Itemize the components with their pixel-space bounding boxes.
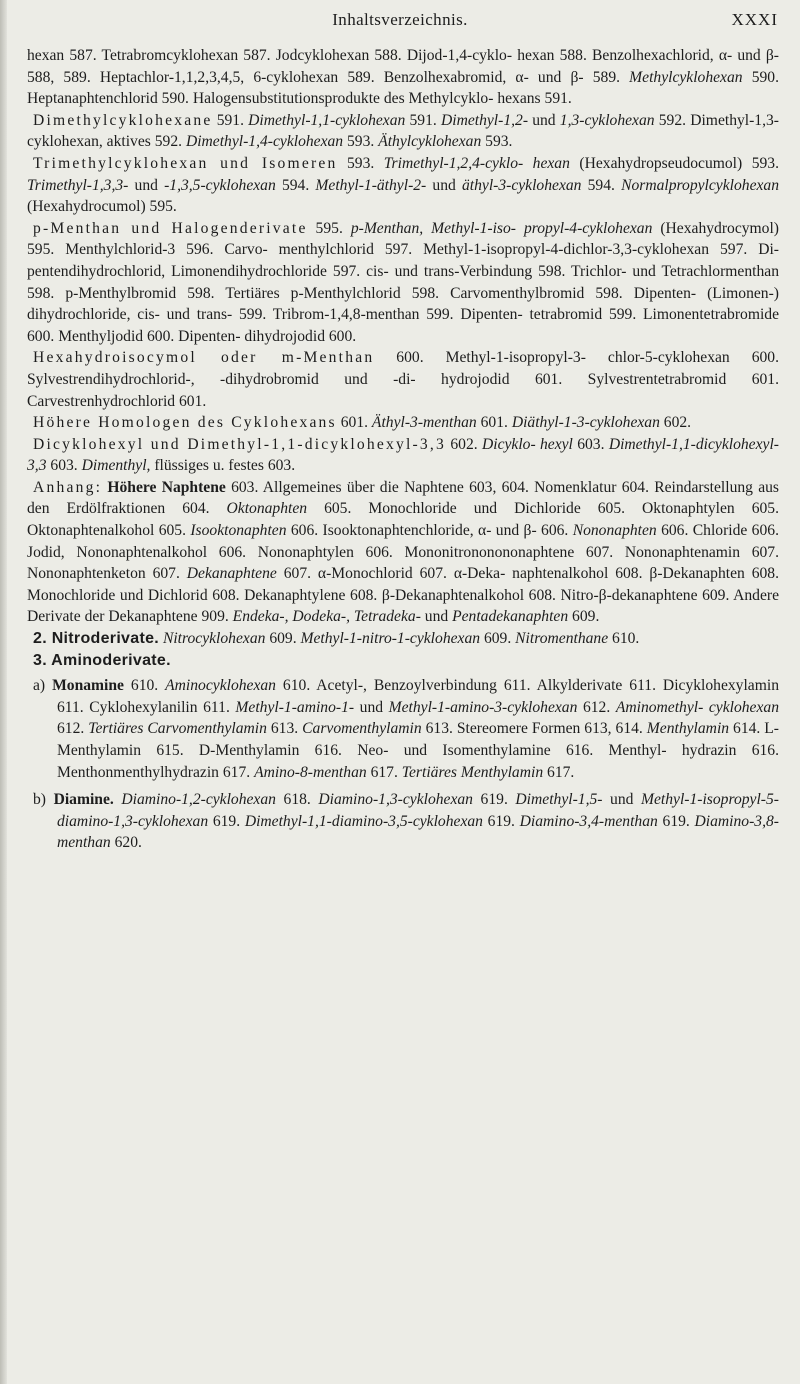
italic-term: Tertiäres Carvomenthylamin (88, 720, 267, 738)
italic-term: Dimethyl-1,1-dicyklohexyl-3,3 (27, 435, 779, 475)
page-binding-edge (0, 0, 7, 1384)
toc-text: 620. (110, 834, 142, 852)
italic-term: Äthyl-3-menthan (371, 414, 477, 432)
toc-text: 603. (572, 435, 609, 453)
toc-paragraph (27, 412, 779, 434)
toc-text: 609. (568, 608, 600, 626)
toc-text: und (354, 698, 389, 716)
italic-term: Dimethyl-1,1-cyklohexan (248, 111, 406, 129)
toc-text: 619. (208, 812, 245, 830)
toc-text: 602. (659, 414, 692, 432)
page-number: XXXI (731, 10, 778, 29)
subsection-monamine (27, 675, 779, 783)
toc-paragraph (27, 347, 779, 412)
toc-text: 610. Acetyl-, Benzoylverbindung 611. Alkylderivate 611. Dicyklohexylamin 611. Cyklohexylanilin 611. (57, 677, 779, 716)
toc-text: 600. Methyl-1-isopropyl-3- chlor-5-cyklohexan 600. Sylvestrendihydrochlorid-, -dihydrobromid und -di- hydrojodid 601. Sylvestrentetrabromid 601. Carvestrenhydrochlorid 601. (27, 349, 779, 410)
italic-term: Tertiäres Menthylamin (401, 763, 544, 781)
toc-text: und (528, 111, 560, 129)
italic-term: Menthylamin (646, 720, 730, 738)
toc-text: und (602, 791, 641, 809)
toc-text: 594. (275, 176, 316, 194)
toc-text: 594. (581, 176, 622, 194)
spaced-heading: Dicyklohexyl und Dimethyl-1,1-dicyklohexyl-3,3 (33, 435, 447, 453)
section-nitroderivate (27, 628, 779, 650)
toc-text: 605. Monochloride und Dichloride 605. Oktonaphtylen 605. Oktonaphtenalkohol 605. (27, 500, 779, 540)
italic-term: p-Menthan, Methyl-1-iso- propyl-4-cyklohexan (350, 219, 653, 237)
toc-text: 619. (472, 791, 516, 809)
italic-term: Methyl-1-äthyl-2- (315, 176, 427, 194)
toc-text: 591. (212, 111, 249, 129)
italic-term: Dicyklo- hexyl (481, 435, 573, 453)
italic-term: 1,3-cyklohexan (559, 111, 655, 129)
toc-text: 617. (366, 763, 402, 781)
toc-paragraph (27, 218, 779, 348)
toc-text: 595. (307, 219, 351, 237)
italic-term: Aminocyklohexan (165, 677, 276, 695)
toc-text: 617. (543, 763, 575, 781)
italic-term: Methyl-1-nitro-1-cyklohexan (300, 630, 481, 648)
italic-term: Amino-8-menthan (254, 763, 367, 781)
toc-text: 613. Stereomere Formen 613, 614. (421, 720, 647, 738)
italic-term: Methyl-1-isopropyl-5-diamino-1,3-cyklohexan (57, 791, 779, 830)
toc-text: 593. (481, 133, 513, 151)
toc-text: 606. Isooktonaphtenchloride, α- und β- 606. (286, 522, 573, 540)
toc-paragraph (27, 434, 779, 477)
subsection-diamine (27, 789, 779, 854)
italic-term: Pentadekanaphten (452, 608, 569, 626)
toc-text: 593. (343, 133, 379, 151)
toc-text: 610. (123, 677, 166, 695)
toc-paragraph (27, 110, 779, 153)
section-aminoderivate (27, 650, 779, 672)
toc-text: 612. (57, 720, 89, 738)
italic-term: Diamino-1,3-cyklohexan (318, 791, 473, 809)
italic-term: Methyl-1-amino-1- (235, 698, 355, 716)
toc-text: flüssiges u. festes 603. (150, 457, 296, 475)
toc-text: 619. (482, 812, 520, 830)
toc-text: 603. (46, 457, 82, 475)
italic-term: Dekanaphtene (186, 565, 277, 583)
toc-text: 609. (265, 630, 301, 648)
italic-term: Dimethyl-1,4-cyklohexan (185, 133, 344, 151)
toc-text: 609. (480, 630, 516, 648)
toc-body (27, 45, 779, 854)
toc-text: hexan 587. Tetrabromcyklohexan 587. Jodcyklohexan 588. Dijod-1,4-cyklo- hexan 588. Benzolhexachlorid, α- und β- 588, 589. Heptachlor-1,1,2,3,4,5, 6-cyklohexan 589. Benzolhexabromid, α- und β- 589. (27, 47, 779, 86)
italic-term: -1,3,5-cyklohexan (164, 176, 276, 194)
bold-heading: Diamine. (53, 791, 114, 809)
italic-term: Methylcyklohexan (629, 68, 743, 86)
bold-heading: 3. Aminoderivate. (33, 651, 171, 669)
italic-term: Dimethyl-1,2- (440, 111, 529, 129)
italic-term: Carvomenthylamin (302, 720, 422, 738)
toc-paragraph (27, 153, 779, 218)
spaced-heading: Anhang: (33, 478, 103, 496)
toc-text: 607. α-Monochlorid 607. α-Deka- naphtenalkohol 608. β-Dekanaphten 608. Monochloride und Dichlorid 608. Dekanaphtylene 608. β-Dekanaphtenalkohol 608. Nitro-β-dekanaphtene 609. Andere Derivate der Dekanaphtene 909. (27, 565, 779, 626)
spaced-heading: Hexahydroisocymol oder m-Menthan (33, 349, 375, 367)
toc-text: 612. (577, 698, 616, 716)
italic-term: Aminomethyl- cyklohexan (615, 698, 779, 716)
toc-text: 591. (405, 111, 441, 129)
toc-paragraph (27, 477, 779, 628)
italic-term: Äthylcyklohexan (378, 133, 482, 151)
italic-term: Dimenthyl, (81, 457, 151, 475)
toc-text: 593. (337, 154, 384, 172)
toc-text: 614. L-Menthylamin 615. D-Menthylamin 616. Neo- und Isomenthylamine 616. Menthyl- hydrazin 616. Menthonmenthylhydrazin 617. (57, 720, 779, 781)
italic-term: äthyl-3-cyklohexan (461, 176, 582, 194)
bold-heading: 2. Nitroderivate. (33, 630, 160, 648)
toc-text: 610. (608, 630, 640, 648)
italic-term: Isooktonaphten (190, 522, 287, 540)
toc-text: (Hexahydropseudocumol) 593. (569, 154, 779, 172)
toc-text: 601. (336, 414, 372, 432)
bold-heading: Monamine (52, 677, 124, 695)
page-header (0, 10, 800, 34)
bold-heading: Höhere Naphtene (107, 478, 226, 496)
italic-term: Nitromenthane (515, 630, 609, 648)
italic-term: Nononaphten (572, 522, 657, 540)
italic-term: Oktonaphten (226, 500, 308, 518)
toc-text: (Hexahydrocymol) 595. Menthylchlorid-3 596. Carvo- menthylchlorid 597. Methyl-1-isopropyl-4-dichlor-3,3-cyklohexan 597. Di- pentendihydrochlorid, Limonendihydrochloride 597. cis- und trans-Verbindung 598. Trichlor- und Tetrachlormenthan 598. p-Menthylbromid 598. Tertiäres p-Menthylchlorid 598. Carvomenthylbromid 598. Dipenten- (Limonen-) dihydrochloride, cis- und trans- 599. Tribrom-1,4,8-menthan 599. Dipenten- tetrabromid 599. Limonentetrabromide 600. Menthyljodid 600. Dipenten- dihydrojodid 600. (27, 219, 779, 345)
italic-term: Normalpropylcyklohexan (621, 176, 780, 194)
spaced-heading: Dimethylcyklohexane (33, 111, 213, 129)
toc-paragraph (27, 45, 779, 110)
toc-text: 592. Dimethyl-1,3-cyklohexan, aktives 592. (27, 111, 779, 151)
toc-text: 613. (266, 720, 303, 738)
toc-text: 606. Chloride 606. Jodid, Nononaphtenalkohol 606. Nononaphtylen 606. Mononitrononononaphtene 607. Nononaphtenamin 607. Nononaphtenketon 607. (27, 522, 779, 583)
italic-term: Diamino-3,4-menthan (519, 812, 658, 830)
spaced-heading: Trimethylcyklohexan und Isomeren (33, 154, 338, 172)
italic-term: Nitrocyklohexan (162, 630, 266, 648)
toc-text: 603. Allgemeines über die Naphtene 603, 604. Nomenklatur 604. Reindarstellung aus den Erdölfraktionen 604. (27, 478, 780, 518)
italic-term: Methyl-1-amino-3-cyklohexan (388, 698, 578, 716)
italic-term: Diamino-3,8-menthan (57, 812, 779, 852)
italic-term: Trimethyl-1,2,4-cyklo- hexan (383, 154, 570, 172)
italic-term: Dimethyl-1,1-diamino-3,5-cyklohexan (244, 812, 483, 830)
toc-text: (Hexahydrocumol) 595. (27, 198, 177, 216)
spaced-heading: p-Menthan und Halogenderivate (33, 219, 308, 237)
toc-text: 590. Heptanaphtenchlorid 590. Halogensubstitutionsprodukte des Methylcyklo- hexans 591. (27, 68, 780, 108)
italic-term: Dimethyl-1,5- (515, 791, 603, 809)
toc-text: 602. (446, 435, 482, 453)
toc-text: und (426, 176, 462, 194)
italic-term: Diamino-1,2-cyklohexan (121, 791, 276, 809)
toc-text: und (420, 608, 453, 626)
running-title: Inhaltsverzeichnis. (332, 10, 468, 29)
italic-term: Trimethyl-1,3,3- (27, 176, 129, 194)
toc-text: 601. (476, 414, 512, 432)
toc-text: und (128, 176, 165, 194)
toc-text: a) (33, 677, 53, 695)
italic-term: Endeka-, Dodeka-, Tetradeka- (232, 608, 421, 626)
toc-text: b) (33, 791, 54, 809)
spaced-heading: Höhere Homologen des Cyklohexans (33, 414, 337, 432)
italic-term: Diäthyl-1-3-cyklohexan (511, 414, 660, 432)
toc-text: 619. (657, 812, 695, 830)
toc-text: 618. (275, 791, 319, 809)
